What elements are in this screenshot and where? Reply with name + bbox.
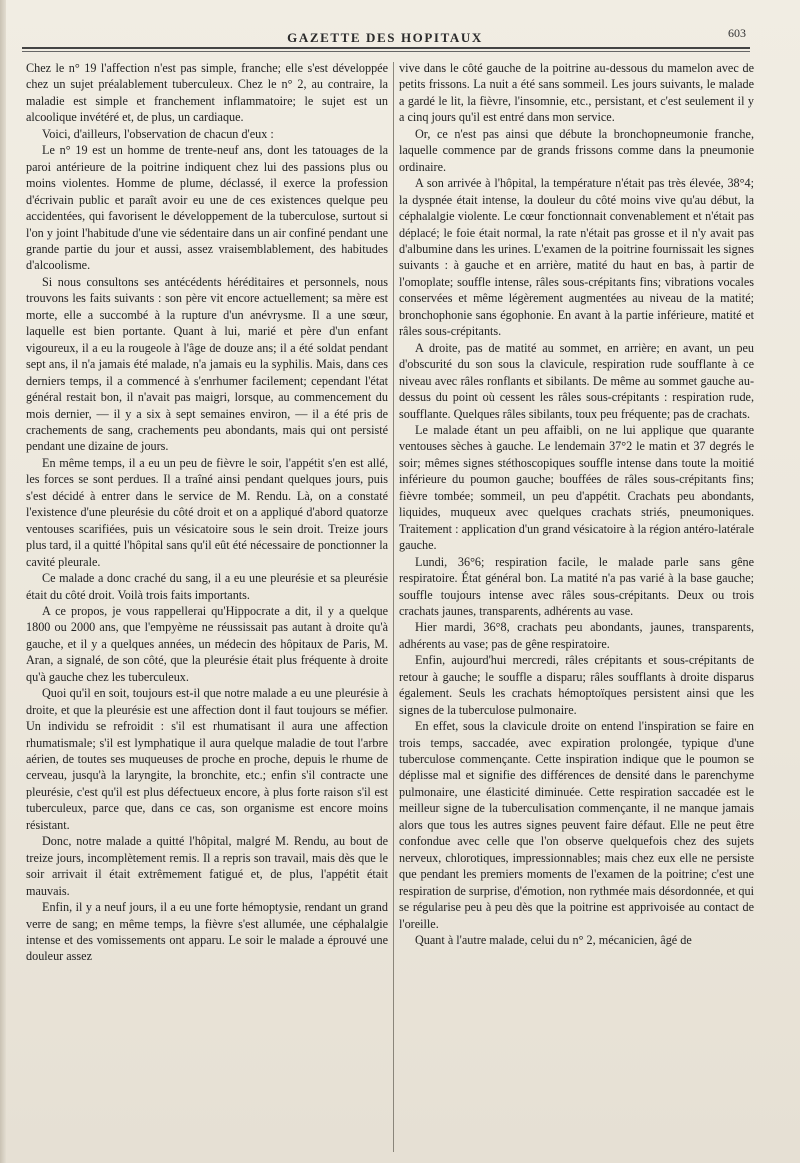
- page-header: [20, 24, 750, 48]
- paragraph: Or, ce n'est pas ainsi que débute la bronchopneumonie franche, laquelle commence par de grands frissons comme dans la pneumonie ordinaire.: [399, 126, 754, 174]
- paragraph: Ce malade a donc craché du sang, il a eu une pleurésie et sa pleurésie était du côté droit. Voilà trois faits importants.: [26, 571, 388, 602]
- column-divider: [393, 62, 394, 1152]
- page-number: 603: [728, 26, 746, 40]
- page-binding-edge: [0, 0, 6, 1163]
- left-column: [26, 60, 388, 1155]
- paragraph: Le n° 19 est un homme de trente-neuf ans, dont les tatouages de la paroi antérieure de la poitrine indiquent chez lui des passions plus ou moins violentes. Homme de plume, déclassé, il exerce la profession d'écrivain public et paraît avoir eu une de ces existences quelque peu accidentées, qui favorisent le développement de la tuberculose, surtout si l'on y joint l'habitude d'une vie sédentaire dans un air confiné pendant une grande partie du jour et aussi, assez vraisemblablement, des habitudes d'alcoolisme.: [26, 143, 388, 273]
- paragraph: Chez le n° 19 l'affection n'est pas simple, franche; elle s'est développée chez un sujet préalablement tuberculeux. Chez le n° 2, au contraire, la maladie est simple et franchement inflammatoire; le sujet est un alcoolique invétéré et, de plus, un cardiaque.: [26, 61, 388, 125]
- paragraph: En effet, sous la clavicule droite on entend l'inspiration se faire en trois temps, saccadée, avec expiration prolongée, typique d'une tuberculose commençante. Cette inspiration indique que le poumon se déplisse mal et signifie des différences de densité dans le parenchyme pulmonaire, une élasticité diminuée. Cette respiration saccadée est le meilleur signe de la tuberculisation commençante, il ne manque jamais alors que tous les autres signes peuvent faire défaut. Elle ne peut être confondue avec celle que l'on observe quelquefois chez des sujets nerveux, chlorotiques, impressionnables; mais chez eux elle ne persiste que pendant les premiers moments de l'examen de la poitrine; c'est une respiration de surprise, d'émotion, non rythmée mais désordonnée, et qui se régularise peu à peu dès que la poitrine est apprivoisée au contact de l'oreille.: [399, 719, 754, 931]
- paragraph: A droite, pas de matité au sommet, en arrière; en avant, un peu d'obscurité du son sous la clavicule, respiration rude soufflante à ce niveau avec râles ronflants et sibilants. De même au sommet gauche au-dessus du point où cessent les râles sous-crépitants : respiration rude, soufflante. Quelques râles sibilants, toux peu fréquente; pas de crachats.: [399, 340, 754, 421]
- paragraph: Lundi, 36°6; respiration facile, le malade parle sans gêne respiratoire. État général bon. La matité n'a pas varié à la base gauche; souffle toujours intense avec râles sous-crépitants. Deux ou trois crachats jaunes, transparents, adhérents au vase.: [399, 554, 754, 618]
- paragraph: Si nous consultons ses antécédents héréditaires et personnels, nous trouvons les faits suivants : son père vit encore actuellement; sa mère est morte, elle a succombé à la rupture d'un anévrysme. Il a une sœur, laquelle est bien portante. Quant à lui, marié et père d'un enfant vigoureux, il a eu la rougeole à l'âge de douze ans; il a été soldat pendant sept ans, il n'a jamais été malade, n'a jamais eu la syphilis. Mais, dans ces derniers temps, il a commencé à s'enrhumer facilement; cependant l'état général restait bon, il n'avait pas maigri, lorsque, au commencement du mois dernier, — il y a six à sept semaines environ, — il a été pris de crachements de sang, crachements peu abondants, mais qui ont persisté pendant une dizaine de jours.: [26, 274, 388, 454]
- paragraph: Hier mardi, 36°8, crachats peu abondants, jaunes, transparents, adhérents au vase; pas de gêne respiratoire.: [399, 620, 754, 651]
- paragraph: Quant à l'autre malade, celui du n° 2, mécanicien, âgé de: [415, 933, 692, 948]
- paragraph: A ce propos, je vous rappellerai qu'Hippocrate a dit, il y a quelque 1800 ou 2000 ans, que l'empyème ne réussissait pas autant à droite qu'à gauche, et il y a quelques années, un médecin des hôpitaux de Paris, M. Aran, a signalé, de son côté, que la pleurésie était plus fréquente à droite qu'à gauche chez les tuberculeux.: [26, 603, 388, 684]
- running-head: GAZETTE DES HOPITAUX: [287, 30, 483, 45]
- paragraph: Donc, notre malade a quitté l'hôpital, malgré M. Rendu, au bout de treize jours, incomplètement remis. Il a repris son travail, mais dès que le soir arrivait il était extrêmement fatigué et, de plus, l'appétit était mauvais.: [26, 834, 388, 898]
- paragraph: A son arrivée à l'hôpital, la température n'était pas très élevée, 38°4; la dyspnée était intense, la douleur du côté moins vive qu'au début, la céphalalgie violente. Le cœur fonctionnait convenablement et n'était pas déplacé; le foie était normal, la rate n'était pas grosse et il n'y avait pas d'albumine dans les urines. L'examen de la poitrine fournissait les signes suivants : à gauche et en arrière, matité du haut en bas, à partir de l'omoplate; souffle intense, râles sous-crépitants fins; vibrations vocales conservées et même légèrement augmentées au niveau de la matité; bronchophonie sans égophonie. En avant à la partie inférieure, matité et râles sous-crépitants.: [399, 176, 754, 339]
- paragraph: Quoi qu'il en soit, toujours est-il que notre malade a eu une pleurésie à droite, et que la pleurésie est une affection dont il faut toujours se méfier. Un individu se refroidit : s'il est rhumatisant il aura une affection rhumatismale; s'il est lymphatique il aura quelque maladie de tout l'arbre aérien, de toutes ses muqueuses de proche en proche, depuis le rhume de cerveau, jusqu'à la laryngite, la bronchite, etc.; enfin s'il contracte une pleurésie, c'est qu'il est plus défectueux encore, à plus forte raison s'il est tuberculeux, parce que, dans ce cas, son organisme est encore moins résistant.: [26, 686, 388, 832]
- paragraph: Le malade étant un peu affaibli, on ne lui applique que quarante ventouses sèches à gauche. Le lendemain 37°2 le matin et 37 degrés le soir; mêmes signes stéthoscopiques souffle intense dans toute la moitié inférieure du poumon gauche; bouffées de râles sous-crépitants fins; fièvre tombée; sommeil, un peu d'appétit. Crachats peu abondants, liquides, muqueux avec quelques crachats striés, pneumoniques. Traitement : application d'un grand vésicatoire à la région antéro-latérale gauche.: [399, 422, 754, 553]
- paragraph: Enfin, il y a neuf jours, il a eu une forte hémoptysie, rendant un grand verre de sang; en même temps, la fièvre s'est allumée, une céphalalgie intense et des vomissements ont apparu. Le soir le malade a éprouvé une douleur assez: [26, 900, 388, 964]
- paragraph: vive dans le côté gauche de la poitrine au-dessous du mamelon avec de petits frissons. La nuit a été sans sommeil. Les jours suivants, le malade a gardé le lit, la fièvre, l'insomnie, etc., persistant, et c'est seulement il y a cinq jours qu'il est entré dans mon service.: [399, 61, 754, 125]
- header-rule-thick: [22, 47, 750, 49]
- paragraph: En même temps, il a eu un peu de fièvre le soir, l'appétit s'en est allé, les forces se sont perdues. Il a traîné ainsi pendant quelques jours, puis s'est décidé à entrer dans le service de M. Rendu. Là, on a constaté l'existence d'une pleurésie du côté droit et on a appliqué d'abord quatorze ventouses scarifiées, puis un vésicatoire sous le sein droit. Treize jours plus tard, il a quitté l'hôpital sans qu'il eût été nécessaire de ponctionner la cavité pleurale.: [26, 455, 388, 569]
- right-column: [399, 60, 754, 1155]
- paragraph: Voici, d'ailleurs, l'observation de chacun d'eux :: [42, 126, 274, 141]
- paragraph: Enfin, aujourd'hui mercredi, râles crépitants et sous-crépitants de retour à gauche; le souffle a disparu; râles soufflants à droite disparus également. Seuls les crachats hémoptoïques persistent ainsi que les signes de la tuberculose pulmonaire.: [399, 653, 754, 717]
- header-rule-thin: [22, 51, 750, 52]
